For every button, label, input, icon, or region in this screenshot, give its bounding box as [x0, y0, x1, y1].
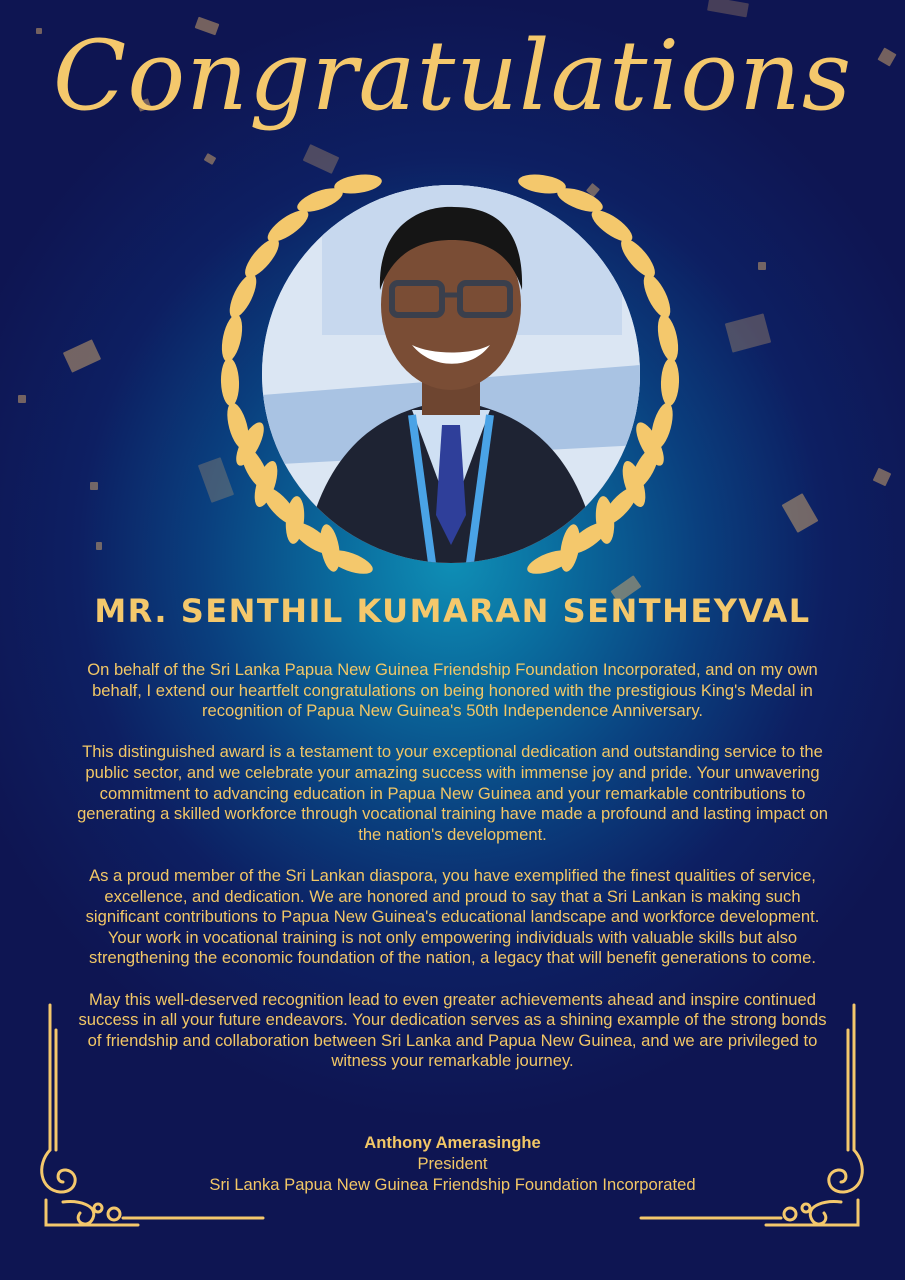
honoree-name: MR. SENTHIL KUMARAN SENTHEYVAL — [94, 592, 811, 630]
signatory-organization: Sri Lanka Papua New Guinea Friendship Foundation Incorporated — [209, 1175, 696, 1194]
confetti-piece — [873, 468, 892, 487]
message-paragraph: On behalf of the Sri Lanka Papua New Guinea Friendship Foundation Incorporated, and on my own behalf, I extend our heartfelt congratulations on being honored with the prestigious King's Medal in recognition of Papua New Guinea's 50th Independence Anniversary. — [87, 660, 818, 721]
confetti-piece — [782, 493, 819, 533]
left-ornament-corner-icon — [38, 1000, 268, 1235]
congratulations-heading: Congratulations — [52, 20, 853, 132]
confetti-piece — [725, 313, 771, 352]
message-paragraph: This distinguished award is a testament to your exceptional dedication and outstanding service to the public sector, and we celebrate your amazing success with immense joy and pride. Your unwavering commitment to advancing education in Papua New Guinea and your remarkable contributions to generating a skilled workforce through vocational training have made a profound and lasting impact on the nation's development. — [77, 742, 828, 844]
confetti-piece — [707, 0, 749, 17]
signatory-title: President — [417, 1154, 488, 1173]
message-paragraph: As a proud member of the Sri Lankan diaspora, you have exemplified the finest qualities of service, excellence, and dedication. We are honored and proud to say that a Sri Lankan is making such significant contributions to Papua New Guinea's educational landscape and workforce development. Your work in vocational training is not only empowering individuals with valuable skills but also strengthening the economic foundation of the nation, a legacy that will benefit generations to come. — [85, 865, 820, 968]
signatory-name: Anthony Amerasinghe — [364, 1133, 541, 1152]
confetti-piece — [758, 262, 766, 270]
confetti-piece — [63, 339, 101, 372]
confetti-piece — [18, 395, 26, 403]
message-paragraph: May this well-deserved recognition lead to even greater achievements ahead and inspire continued success in all your future endeavors. Your dedication serves as a shining example of the strong bonds of friendship and collaboration between Sri Lanka and Papua New Guinea, and we are privileged to witness your remarkable journey. — [78, 989, 827, 1071]
confetti-piece — [204, 153, 217, 165]
laurel-wreath-icon — [200, 170, 700, 590]
confetti-piece — [96, 542, 102, 550]
right-ornament-corner-icon — [636, 1000, 866, 1235]
confetti-piece — [90, 482, 98, 490]
